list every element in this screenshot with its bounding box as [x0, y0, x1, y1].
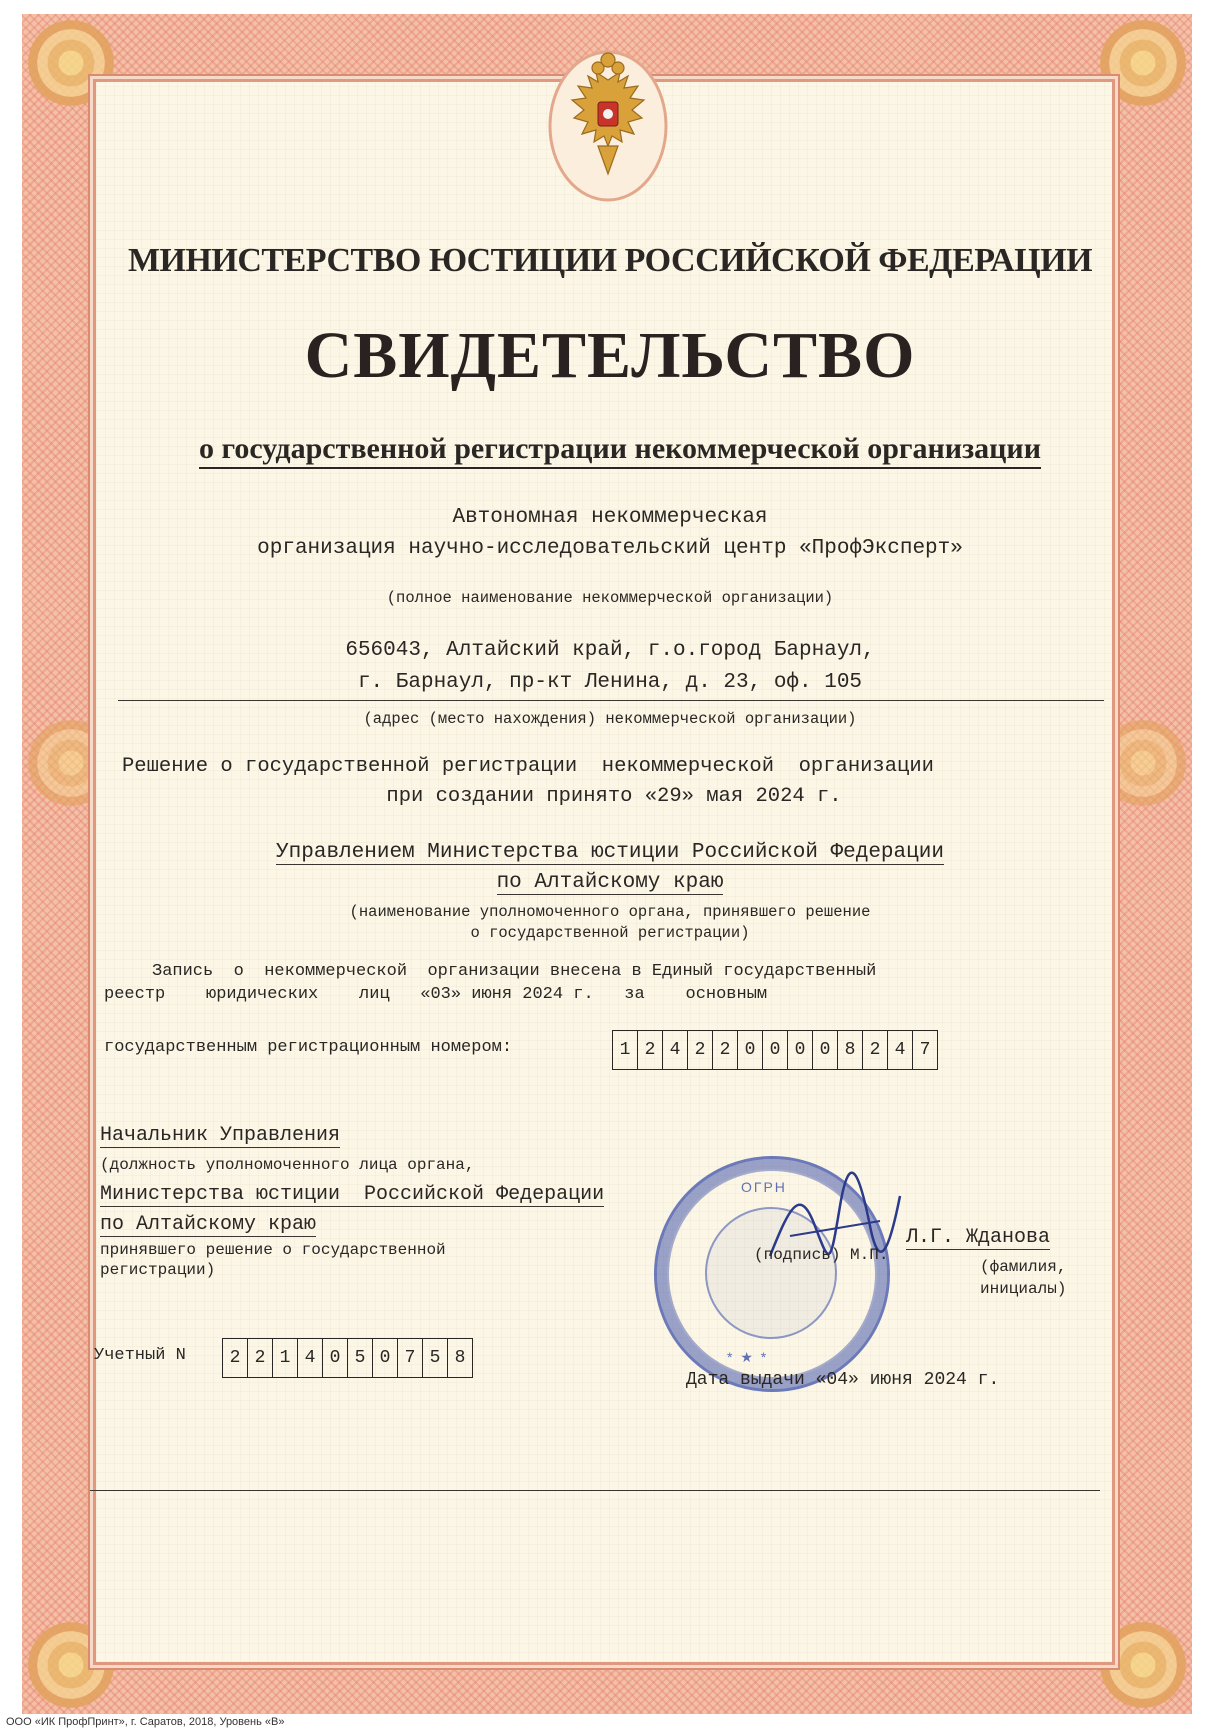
decision-text: Решение о государственной регистрации некоммерческой организации при создании принято «29» мая 2024 г.: [122, 755, 934, 808]
account-digit-cell: 0: [323, 1339, 348, 1377]
account-digit-cell: 2: [223, 1339, 248, 1377]
registry-entry-text: Запись о некоммерческой организации внесена в Единый государственный реестр юридических лиц «03» июня 2024 г. за основным: [104, 962, 877, 1004]
organization-name: Автономная некоммерческая организация научно-исследовательский центр «ПрофЭксперт»: [257, 506, 963, 560]
organization-address: 656043, Алтайский край, г.о.город Барнаул, г. Барнаул, пр-кт Ленина, д. 23, оф. 105: [345, 639, 875, 694]
print-footer: ООО «ИК ПрофПринт», г. Саратов, 2018, Уровень «В»: [6, 1716, 285, 1728]
ogrn-digit-cell: 8: [838, 1031, 863, 1069]
issue-date: Дата выдачи «04» июня 2024 г.: [686, 1370, 1000, 1390]
organization-name-caption: (полное наименование некоммерческой организации): [386, 589, 834, 607]
signatory-organ: Министерства юстиции Российской Федерации по Алтайскому краю: [100, 1183, 605, 1236]
account-digit-cell: 4: [298, 1339, 323, 1377]
signatory-name: Л.Г. Жданова: [906, 1226, 1051, 1249]
position-caption-2: принявшего решение о государственной регистрации): [100, 1241, 446, 1279]
address-rule: [118, 700, 1104, 701]
ogrn-digit-cell: 0: [738, 1031, 763, 1069]
ogrn-digit-cell: 4: [663, 1031, 688, 1069]
document-title: СВИДЕТЕЛЬСТВО: [304, 319, 916, 392]
authority-caption: (наименование уполномоченного органа, принявшего решение о государственной регистрации): [349, 903, 871, 942]
registering-authority: Управлением Министерства юстиции Российской Федерации по Алтайскому краю: [276, 841, 944, 894]
signatory-position: Начальник Управления: [100, 1124, 341, 1147]
position-caption: (должность уполномоченного лица органа,: [100, 1156, 475, 1174]
corner-ornament: [1100, 1622, 1186, 1708]
account-label: Учетный N: [94, 1346, 186, 1365]
coat-of-arms-emblem: [548, 42, 668, 202]
ogrn-digit-cell: 2: [863, 1031, 888, 1069]
address-caption: (адрес (место нахождения) некоммерческой организации): [363, 710, 857, 728]
ogrn-digit-cell: 0: [813, 1031, 838, 1069]
ogrn-digit-cell: 2: [688, 1031, 713, 1069]
name-caption: (фамилия, инициалы): [980, 1258, 1067, 1298]
ogrn-digit-cell: 1: [613, 1031, 638, 1069]
ogrn-digit-cell: 0: [788, 1031, 813, 1069]
account-digit-cell: 1: [273, 1339, 298, 1377]
corner-ornament: [1100, 20, 1186, 106]
signature-caption: (подпись) М.П.: [754, 1246, 889, 1264]
side-ornament: [1100, 720, 1186, 806]
bottom-rule: [90, 1490, 1100, 1491]
ogrn-number-boxes: [612, 1030, 938, 1070]
account-digit-cell: 5: [423, 1339, 448, 1377]
ministry-title: МИНИСТЕРСТВО ЮСТИЦИИ РОССИЙСКОЙ ФЕДЕРАЦИИ: [127, 242, 1093, 279]
account-number-boxes: [222, 1338, 473, 1378]
document-subtitle: о государственной регистрации некоммерческой организации: [160, 432, 1080, 466]
account-digit-cell: 5: [348, 1339, 373, 1377]
ogrn-digit-cell: 0: [763, 1031, 788, 1069]
official-seal-stamp: ОГРН * ★ *: [654, 1156, 890, 1392]
account-digit-cell: 7: [398, 1339, 423, 1377]
ogrn-digit-cell: 4: [888, 1031, 913, 1069]
account-digit-cell: 0: [373, 1339, 398, 1377]
ogrn-digit-cell: 7: [919, 1040, 931, 1060]
ogrn-digit-cell: 2: [713, 1031, 738, 1069]
ogrn-label: государственным регистрационным номером:: [104, 1038, 513, 1057]
account-digit-cell: 2: [248, 1339, 273, 1377]
ogrn-digit-cell: 2: [638, 1031, 663, 1069]
account-digit-cell: 8: [454, 1348, 466, 1368]
